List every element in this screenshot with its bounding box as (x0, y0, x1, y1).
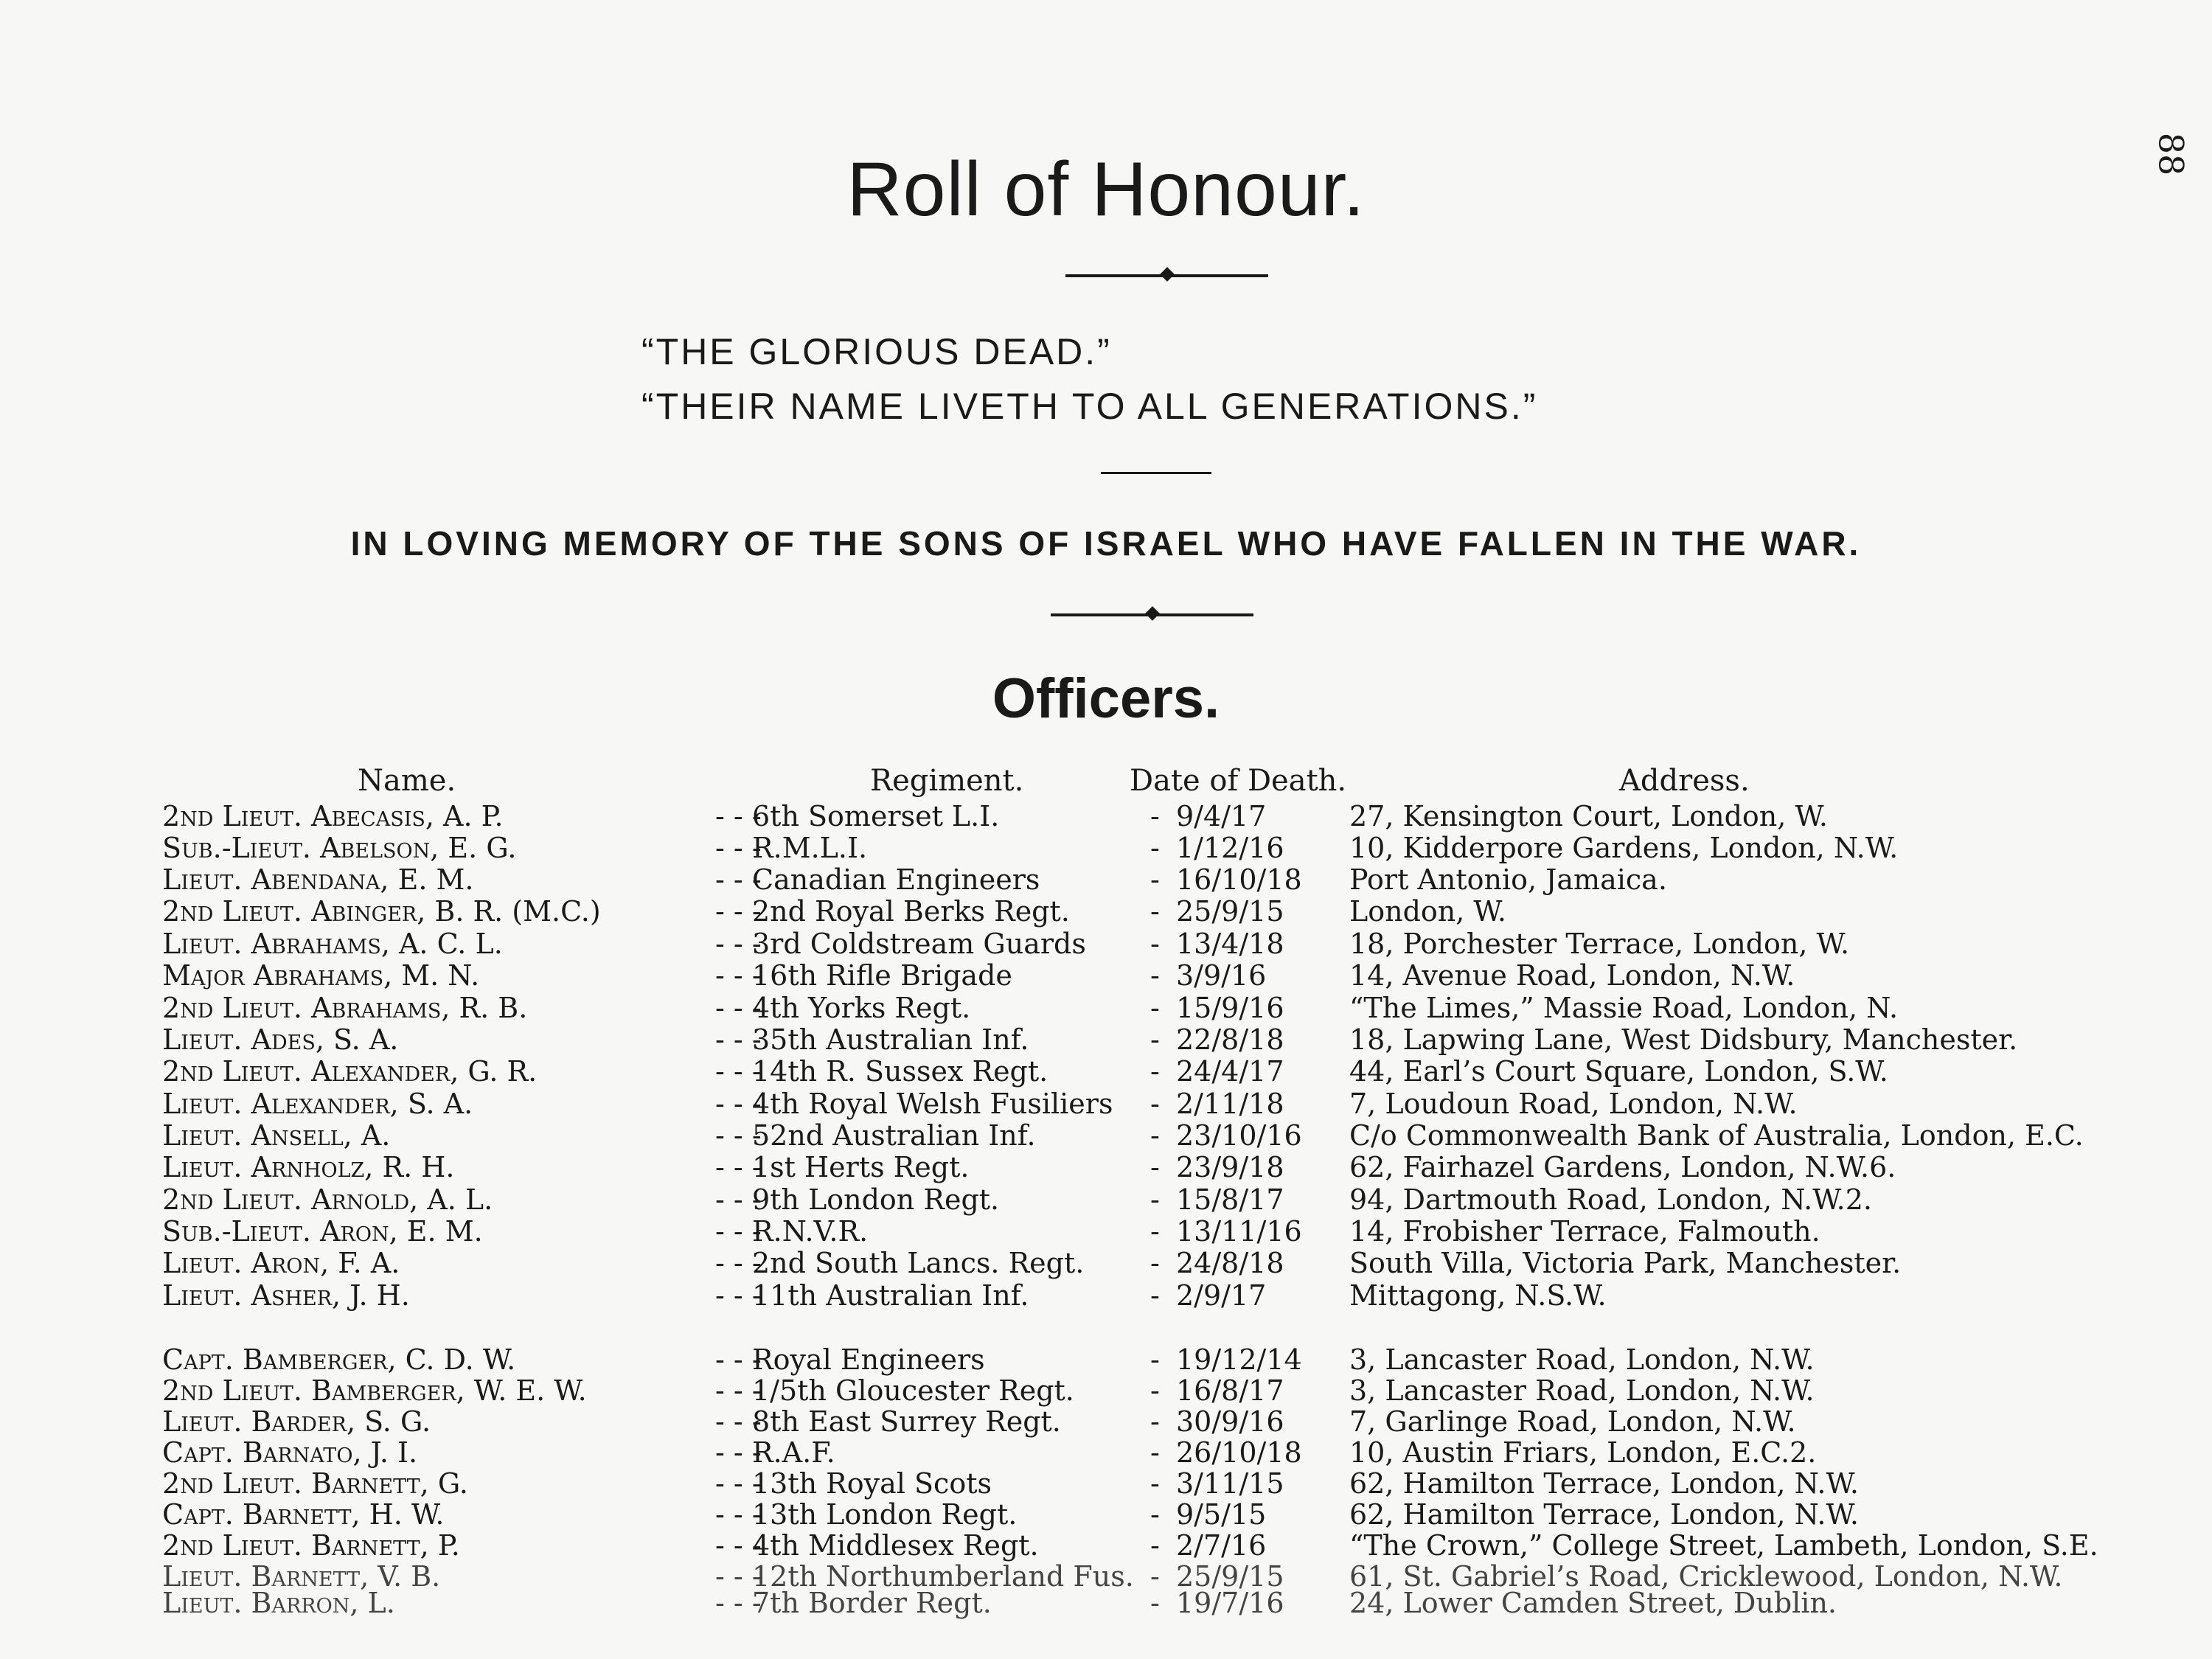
dedication: IN LOVING MEMORY OF THE SONS OF ISRAEL WHO HAVE FALLEN IN THE WAR. (350, 524, 1862, 563)
officer-regiment: 7th Border Regt. (752, 1587, 992, 1619)
table-row (0, 1279, 2212, 1312)
table-row (0, 959, 2212, 992)
officer-name: Lieut. Barnett, V. B. (162, 1560, 441, 1593)
officer-date-of-death: 2/7/16 (1176, 1529, 1267, 1562)
leader-dash: - (1150, 1247, 1160, 1279)
leader-dots: - - - (715, 1374, 762, 1407)
officer-regiment: 16th Rifle Brigade (752, 959, 1012, 992)
leader-dash: - (1150, 959, 1160, 992)
ornament-rule-top (1065, 274, 1268, 277)
leader-dash: - (1150, 1587, 1160, 1619)
officer-regiment: R.A.F. (752, 1436, 835, 1469)
officer-regiment: 3rd Coldstream Guards (752, 928, 1086, 960)
officer-address: 14, Avenue Road, London, N.W. (1349, 959, 1795, 992)
leader-dots: - - - (715, 1055, 762, 1088)
leader-dots: - - - (715, 1560, 762, 1593)
leader-dash: - (1150, 1119, 1160, 1152)
officer-regiment: Canadian Engineers (752, 863, 1040, 896)
officer-address: 7, Loudoun Road, London, N.W. (1349, 1088, 1798, 1120)
officer-date-of-death: 26/10/18 (1176, 1436, 1302, 1469)
leader-dots: - - - (715, 1119, 762, 1152)
officer-name: Lieut. Barder, S. G. (162, 1405, 431, 1438)
officer-address: 62, Fairhazel Gardens, London, N.W.6. (1349, 1151, 1896, 1183)
leader-dots: - - - (715, 800, 762, 832)
officer-name: Major Abrahams, M. N. (162, 959, 480, 992)
leader-dash: - (1150, 1151, 1160, 1183)
officer-regiment: 2nd South Lancs. Regt. (752, 1247, 1085, 1279)
officer-date-of-death: 19/7/16 (1176, 1587, 1284, 1619)
leader-dots: - - - (715, 1279, 762, 1312)
officer-regiment: 14th R. Sussex Regt. (752, 1055, 1048, 1088)
leader-dash: - (1150, 1023, 1160, 1056)
table-row (0, 1055, 2212, 1088)
officer-regiment: 2nd Royal Berks Regt. (752, 895, 1070, 928)
page-title: Roll of Honour. (846, 147, 1366, 232)
officer-address: 27, Kensington Court, London, W. (1349, 800, 1828, 832)
leader-dash: - (1150, 1560, 1160, 1593)
officer-name: Capt. Barnato, J. I. (162, 1436, 418, 1469)
table-row (0, 800, 2212, 832)
leader-dash: - (1150, 863, 1160, 896)
officer-address: C/o Commonwealth Bank of Australia, London, E.C. (1349, 1119, 2084, 1152)
officer-address: 18, Lapwing Lane, West Didsbury, Manchester. (1349, 1023, 2018, 1056)
officer-date-of-death: 30/9/16 (1176, 1405, 1284, 1438)
leader-dots: - - - (715, 1529, 762, 1562)
officer-date-of-death: 24/4/17 (1176, 1055, 1284, 1088)
ornament-diamond (1160, 267, 1175, 282)
table-row (0, 1151, 2212, 1183)
leader-dash: - (1150, 1405, 1160, 1438)
officer-name: Lieut. Aron, F. A. (162, 1247, 400, 1279)
officer-regiment: 8th East Surrey Regt. (752, 1405, 1061, 1438)
officer-regiment: Royal Engineers (752, 1343, 985, 1376)
officer-date-of-death: 15/8/17 (1176, 1183, 1284, 1216)
officer-date-of-death: 23/10/16 (1176, 1119, 1302, 1152)
leader-dots: - - - (715, 959, 762, 992)
ornament-rule-bottom (1051, 613, 1253, 616)
officer-address: 62, Hamilton Terrace, London, N.W. (1349, 1467, 1859, 1500)
officer-name: Lieut. Abrahams, A. C. L. (162, 928, 503, 960)
officer-address: Mittagong, N.S.W. (1349, 1279, 1607, 1312)
officer-address: 7, Garlinge Road, London, N.W. (1349, 1405, 1796, 1438)
leader-dots: - - - (715, 928, 762, 960)
officer-regiment: R.M.L.I. (752, 832, 868, 864)
leader-dots: - - - (715, 1183, 762, 1216)
section-title: Officers. (992, 667, 1220, 730)
leader-dots: - - - (715, 1088, 762, 1120)
leader-dash: - (1150, 928, 1160, 960)
officer-date-of-death: 2/11/18 (1176, 1088, 1284, 1120)
officer-name: 2nd Lieut. Barnett, P. (162, 1529, 460, 1562)
officer-name: 2nd Lieut. Bamberger, W. E. W. (162, 1374, 587, 1407)
officer-name: Capt. Barnett, H. W. (162, 1498, 445, 1531)
officer-name: 2nd Lieut. Abinger, B. R. (M.C.) (162, 895, 601, 928)
leader-dash: - (1150, 1498, 1160, 1531)
leader-dash: - (1150, 992, 1160, 1024)
officer-address: South Villa, Victoria Park, Manchester. (1349, 1247, 1902, 1279)
table-row (0, 863, 2212, 896)
officer-address: Port Antonio, Jamaica. (1349, 863, 1667, 896)
column-header-address: Address. (1619, 764, 1750, 798)
table-row (0, 1343, 2212, 1376)
page-number: 88 (2151, 132, 2191, 176)
leader-dash: - (1150, 1436, 1160, 1469)
officer-address: “The Limes,” Massie Road, London, N. (1349, 992, 1899, 1024)
officer-date-of-death: 23/9/18 (1176, 1151, 1284, 1183)
officer-address: 10, Austin Friars, London, E.C.2. (1349, 1436, 1817, 1469)
table-row (0, 1405, 2212, 1438)
leader-dots: - - - (715, 1023, 762, 1056)
officer-date-of-death: 16/8/17 (1176, 1374, 1284, 1407)
officer-regiment: R.N.V.R. (752, 1215, 869, 1248)
officer-regiment: 13th Royal Scots (752, 1467, 992, 1500)
officer-address: 94, Dartmouth Road, London, N.W.2. (1349, 1183, 1872, 1216)
officer-date-of-death: 16/10/18 (1176, 863, 1302, 896)
leader-dots: - - - (715, 1343, 762, 1376)
officer-date-of-death: 3/11/15 (1176, 1467, 1284, 1500)
officer-date-of-death: 15/9/16 (1176, 992, 1284, 1024)
table-row (0, 1215, 2212, 1248)
table-row (0, 1119, 2212, 1152)
leader-dash: - (1150, 1343, 1160, 1376)
column-header-name: Name. (358, 764, 456, 798)
leader-dots: - - - (715, 1498, 762, 1531)
officer-date-of-death: 1/12/16 (1176, 832, 1284, 864)
leader-dots: - - - (715, 1151, 762, 1183)
officer-regiment: 35th Australian Inf. (752, 1023, 1029, 1056)
leader-dash: - (1150, 800, 1160, 832)
leader-dots: - - - (715, 1247, 762, 1279)
officer-address: 10, Kidderpore Gardens, London, N.W. (1349, 832, 1899, 864)
officer-regiment: 9th London Regt. (752, 1183, 1000, 1216)
officer-date-of-death: 3/9/16 (1176, 959, 1267, 992)
officer-regiment: 1/5th Gloucester Regt. (752, 1374, 1074, 1407)
officer-date-of-death: 2/9/17 (1176, 1279, 1267, 1312)
leader-dots: - - - (715, 863, 762, 896)
officer-name: Lieut. Alexander, S. A. (162, 1088, 473, 1120)
officer-name: 2nd Lieut. Alexander, G. R. (162, 1055, 538, 1088)
officer-address: “The Crown,” College Street, Lambeth, London, S.E. (1349, 1529, 2098, 1562)
leader-dash: - (1150, 1215, 1160, 1248)
leader-dash: - (1150, 1529, 1160, 1562)
officer-regiment: 13th London Regt. (752, 1498, 1018, 1531)
leader-dots: - - - (715, 832, 762, 864)
officer-address: 3, Lancaster Road, London, N.W. (1349, 1343, 1815, 1376)
table-row (0, 1467, 2212, 1500)
officer-name: Capt. Bamberger, C. D. W. (162, 1343, 516, 1376)
officer-name: Lieut. Ansell, A. (162, 1119, 391, 1152)
table-row (0, 832, 2212, 864)
quote-line-1: “THE GLORIOUS DEAD.” (641, 331, 1112, 372)
leader-dash: - (1150, 1279, 1160, 1312)
officer-date-of-death: 19/12/14 (1176, 1343, 1302, 1376)
leader-dots: - - - (715, 1436, 762, 1469)
leader-dots: - - - (715, 1215, 762, 1248)
column-header-regiment: Regiment. (870, 764, 1024, 798)
plain-rule (1101, 472, 1211, 474)
officer-name: Lieut. Asher, J. H. (162, 1279, 410, 1312)
leader-dash: - (1150, 1055, 1160, 1088)
officer-regiment: 4th Middlesex Regt. (752, 1529, 1039, 1562)
leader-dots: - - - (715, 1405, 762, 1438)
leader-dash: - (1150, 832, 1160, 864)
ornament-diamond (1145, 606, 1160, 621)
leader-dash: - (1150, 895, 1160, 928)
officer-date-of-death: 9/4/17 (1176, 800, 1267, 832)
officer-name: 2nd Lieut. Arnold, A. L. (162, 1183, 493, 1216)
officer-regiment: 12th Northumberland Fus. (752, 1560, 1134, 1593)
officer-address: 3, Lancaster Road, London, N.W. (1349, 1374, 1815, 1407)
leader-dots: - - - (715, 895, 762, 928)
officer-date-of-death: 25/9/15 (1176, 895, 1284, 928)
officer-name: Lieut. Barron, L. (162, 1587, 395, 1619)
officer-name: Lieut. Ades, S. A. (162, 1023, 399, 1056)
table-row (0, 1436, 2212, 1469)
table-row (0, 928, 2212, 960)
officer-name: Sub.-Lieut. Aron, E. M. (162, 1215, 483, 1248)
leader-dots: - - - (715, 1587, 762, 1619)
officer-regiment: 6th Somerset L.I. (752, 800, 1000, 832)
officer-date-of-death: 13/4/18 (1176, 928, 1284, 960)
officer-date-of-death: 25/9/15 (1176, 1560, 1284, 1593)
officer-address: 44, Earl’s Court Square, London, S.W. (1349, 1055, 1888, 1088)
column-header-date: Date of Death. (1130, 764, 1347, 798)
table-row (0, 1023, 2212, 1056)
officer-regiment: 1st Herts Regt. (752, 1151, 970, 1183)
table-row (0, 1498, 2212, 1531)
officer-name: Lieut. Arnholz, R. H. (162, 1151, 455, 1183)
officer-address: London, W. (1349, 895, 1506, 928)
table-row (0, 992, 2212, 1024)
officer-address: 24, Lower Camden Street, Dublin. (1349, 1587, 1837, 1619)
leader-dash: - (1150, 1467, 1160, 1500)
quote-line-2: “THEIR NAME LIVETH TO ALL GENERATIONS.” (641, 386, 1538, 427)
officer-name: Sub.-Lieut. Abelson, E. G. (162, 832, 517, 864)
table-row (0, 1183, 2212, 1216)
table-row (0, 1587, 2212, 1619)
officer-date-of-death: 9/5/15 (1176, 1498, 1267, 1531)
leader-dots: - - - (715, 992, 762, 1024)
officer-date-of-death: 22/8/18 (1176, 1023, 1284, 1056)
officer-regiment: 4th Yorks Regt. (752, 992, 971, 1024)
officer-regiment: 52nd Australian Inf. (752, 1119, 1036, 1152)
officer-address: 62, Hamilton Terrace, London, N.W. (1349, 1498, 1859, 1531)
leader-dash: - (1150, 1183, 1160, 1216)
officer-name: Lieut. Abendana, E. M. (162, 863, 474, 896)
leader-dots: - - - (715, 1467, 762, 1500)
officer-regiment: 11th Australian Inf. (752, 1279, 1029, 1312)
table-row (0, 1529, 2212, 1562)
officer-address: 18, Porchester Terrace, London, W. (1349, 928, 1850, 960)
officer-regiment: 4th Royal Welsh Fusiliers (752, 1088, 1113, 1120)
officer-name: 2nd Lieut. Abecasis, A. P. (162, 800, 504, 832)
table-row (0, 895, 2212, 928)
officer-name: 2nd Lieut. Barnett, G. (162, 1467, 468, 1500)
officer-date-of-death: 13/11/16 (1176, 1215, 1302, 1248)
officer-name: 2nd Lieut. Abrahams, R. B. (162, 992, 528, 1024)
table-row (0, 1374, 2212, 1407)
leader-dash: - (1150, 1088, 1160, 1120)
officer-address: 61, St. Gabriel’s Road, Cricklewood, London, N.W. (1349, 1560, 2063, 1593)
officer-address: 14, Frobisher Terrace, Falmouth. (1349, 1215, 1820, 1248)
officer-date-of-death: 24/8/18 (1176, 1247, 1284, 1279)
table-row (0, 1088, 2212, 1120)
table-row (0, 1247, 2212, 1279)
leader-dash: - (1150, 1374, 1160, 1407)
